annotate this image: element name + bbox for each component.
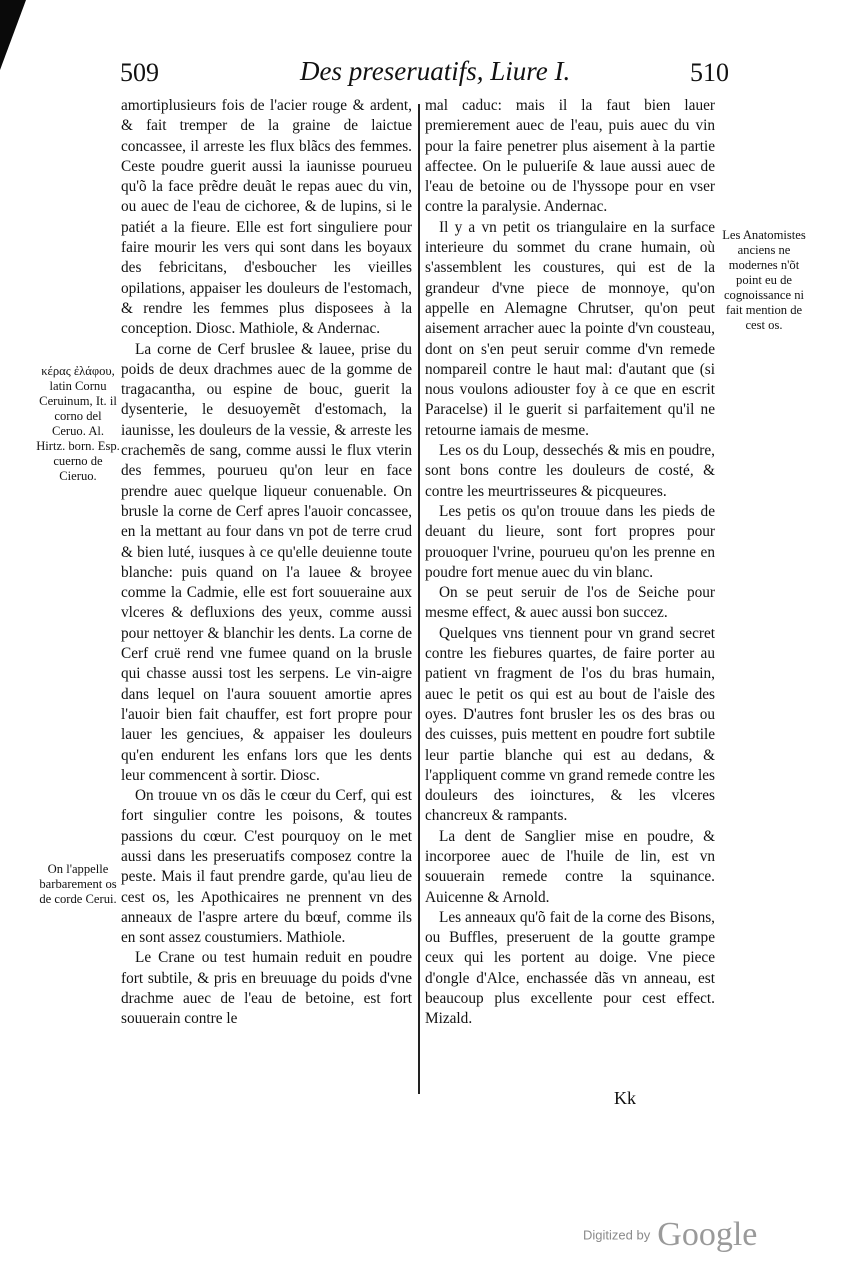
paragraph: La dent de Sanglier mise en poudre, & incorporee auec de l'huile de lin, est vn souuerain remede contre la squinance. Auicenne & Arnold. (425, 827, 715, 906)
paragraph: On trouue vn os dãs le cœur du Cerf, qui est fort singulier contre les poisons, & toutes passions du cœur. C'est pourquoy on le met aussi dans les preseruatifs composez contre la peste. Mais il faut prendre garde, qu'au lieu de cest os, les Apothicaires ne prennent vn des anneaux de l'aspre artere du bœuf, comme ils en sont assez coustumiers. Mathiole. (121, 787, 412, 947)
margin-note-cornu: κέρας ἐλάφου, latin Cornu Ceruinum, It. il corno del Ceruo. Al. Hirtz. born. Esp. cuerno de Cieruo. (36, 364, 120, 483)
paragraph: Quelques vns tiennent pour vn grand secret contre les fiebures quartes, de faire porter au patient vn fragment de l'os du bras humain, auec le petit os qui est au bout de l'aisle des oyes. D'autres font brusler les os des bras ou des cuisses, puis mettent en poudre fort subtile leur partie blanche qui est au dedans, & l'appliquent comme vn grand remede contre les douleurs des ioinctures, & les vlceres chancreux & rampants. (425, 624, 715, 825)
digitized-by-label: Digitized by (583, 1227, 651, 1243)
right-column (425, 96, 715, 1030)
signature-mark: Kk (614, 1088, 636, 1108)
google-logo: Google (657, 1216, 758, 1253)
binding-shadow (0, 0, 26, 70)
paragraph: Le Crane ou test humain reduit en poudre fort subtile, & pris en breuuage du poids d'vne drachme auec de l'eau de betoine, est fort souuerain contre le (121, 949, 412, 1028)
paragraph: mal caduc: mais il la faut bien lauer premierement auec de l'eau, puis auec du vin pour la faire penetrer plus aisement à la partie affectee. On le pulueriſe & laue aussi auec de l'eau de betoine ou de l'hyssope pour en vser contre la paralysie. Andernac. (425, 97, 715, 216)
column-divider (418, 104, 420, 1094)
paragraph: Les os du Loup, dessechés & mis en poudre, sont bons contre les douleurs de costé, & contre les meurtrisseures & picqueures. (425, 442, 715, 500)
running-title: Des preseruatifs, Liure I. (300, 56, 571, 86)
paragraph: amortiplusieurs fois de l'acier rouge & ardent, & fait tremper de la graine de laictue concassee, il arreste les flux blãcs des femmes. Ceste poudre guerit aussi la iaunisse pourueu qu'õ la face prẽdre deuãt le repas auec du vin, ou auec de l'eau de cichoree, & de lupins, si le patiét a la fieure. Elle est fort singuliere pour faire mourir les vers qui sont dans les boyaux des febricitans, d'esboucher les vieilles opilations, appaiser les douleurs de l'estomach, & rendre les femmes plus disposees à la conception. Diosc. Mathiole, & Andernac. (121, 97, 412, 338)
paragraph: Les anneaux qu'õ fait de la corne des Bisons, ou Buffles, preseruent de la goutte grampe ceux qui les portent au doige. Vne piece d'ongle d'Alce, enchassée dãs vn anneau, est beaucoup plus excellente pour cest effect. Mizald. (425, 908, 715, 1028)
margin-note-appel: On l'appelle barbarement os de corde Cerui. (39, 862, 117, 906)
page-number-left: 509 (120, 58, 159, 87)
left-column (121, 96, 412, 1030)
margin-note-anatomistes: Les Anatomistes anciens ne modernes n'õt point eu de cognoissance ni fait mention de cest os. (722, 228, 806, 332)
page-number-right: 510 (690, 58, 729, 87)
paragraph: Les petis os qu'on trouue dans les pieds de deuant du lieure, sont fort propres pour prouoquer l'vrine, pourueu qu'on les prenne en poudre fort menue auec du vin blanc. (425, 502, 715, 581)
paragraph: La corne de Cerf bruslee & lauee, prise du poids de deux drachmes auec de la gomme de tragacantha, ou espine de bouc, guerit la dysenterie, le desuoyemẽt d'estomach, la iaunisse, les douleurs de la vessie, & arreste les crachemẽs de sang, comme aussi le flux vterin des femmes, pourueu qu'on leur en face prendre auec quelque liqueur conuenable. On brusle la corne de Cerf apres l'auoir concassee, en la mettant au four dans vn pot de terre crud & bien luté, iusques à ce qu'elle deuienne toute blanche: puis quand on l'a lauee & broyee comme la Cadmie, elle est fort souueraine aux vlceres & defluxions des yeux, comme aussi pour nettoyer & blanchir les dents. La corne de Cerf cruë rend vne fumee quand on la brusle qui chasse aussi tost les serpens. Le vin-aigre dans lequel on l'aura souuent amortie apres l'auoir bien fait chauffer, est fort propre pour lauer les genciues, & appaiser les douleurs qu'en endurent les enfans lors que les dents leur commencent à sortir. Diosc. (121, 340, 412, 784)
google-watermark (583, 1216, 757, 1254)
paragraph: Il y a vn petit os triangulaire en la surface interieure du sommet du crane humain, où s'assemblent les coustures, qui est de la grandeur d'vne piece de monnoye, qu'on appelle en Alemagne Chrutser, qu'on peut aisement arracher auec la pointe d'vn cousteau, dont on s'en peut seruir comme d'vn remede nompareil contre le haut mal: d'autant que (si nous voulons adiouster foy à ce que en escrit Paracelse) il le guerit si parfaitement qu'il ne retourne iamais de mesme. (425, 218, 715, 439)
paragraph: On se peut seruir de l'os de Seiche pour mesme effect, & auec aussi bon succez. (425, 584, 715, 622)
